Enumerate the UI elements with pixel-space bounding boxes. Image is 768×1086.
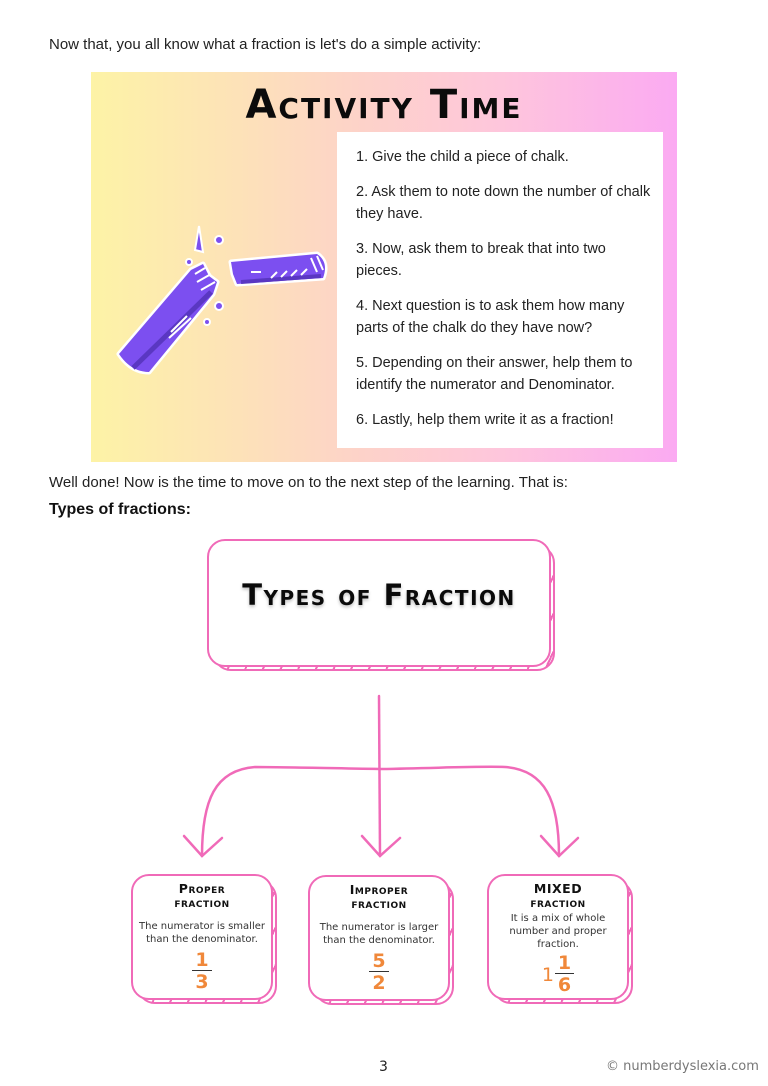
activity-step: 3. Now, ask them to break that into two pieces. [356,241,606,279]
activity-steps-panel [337,132,663,448]
diagram-title-box [207,539,559,675]
card-title: Proper fraction [174,881,230,910]
fraction-example: $\frac{1}{3}$ [133,950,271,993]
activity-steps-list [337,132,663,431]
diagram-title: Types of Fraction [242,578,516,612]
card-face [308,875,450,1001]
card-description: The numerator is larger than the denominator. [319,922,439,946]
card-face [487,874,629,1000]
box-face [207,539,551,667]
activity-step: 4. Next question is to ask them how many parts of the chalk do they have now? [356,298,625,336]
activity-step: 5. Depending on their answer, help them to identify the numerator and Denominator. [356,355,633,393]
broken-chalk-icon [111,222,336,382]
fraction-example: 1 $\frac{1}{6}$ [489,953,627,996]
intro-text: Now that, you all know what a fraction is let's do a simple activity: [49,36,482,53]
activity-title: Activity Time [245,82,523,128]
well-done-text: Well done! Now is the time to move on to the next step of the learning. That is: [49,474,568,491]
proper-fraction-card [131,874,279,1006]
activity-card [91,72,677,462]
card-description: It is a mix of whole number and proper fraction. [509,913,607,950]
fraction-example: $\frac{5}{2}$ [310,951,448,994]
card-description: The numerator is smaller than the denominator. [139,921,265,945]
mixed-fraction-card [487,874,635,1006]
activity-step: 1. Give the child a piece of chalk. [356,149,569,165]
types-heading: Types of fractions: [49,501,191,518]
page-number: 3 [379,1059,388,1075]
improper-fraction-card [308,875,456,1007]
activity-step: 2. Ask them to note down the number of chalk they have. [356,184,651,222]
activity-step: 6. Lastly, help them write it as a fraction! [356,412,614,428]
site-credit: © numberdyslexia.com [606,1059,759,1074]
card-title: Improper fraction [349,882,409,911]
card-title: MIXED fraction [530,881,586,910]
card-face [131,874,273,1000]
